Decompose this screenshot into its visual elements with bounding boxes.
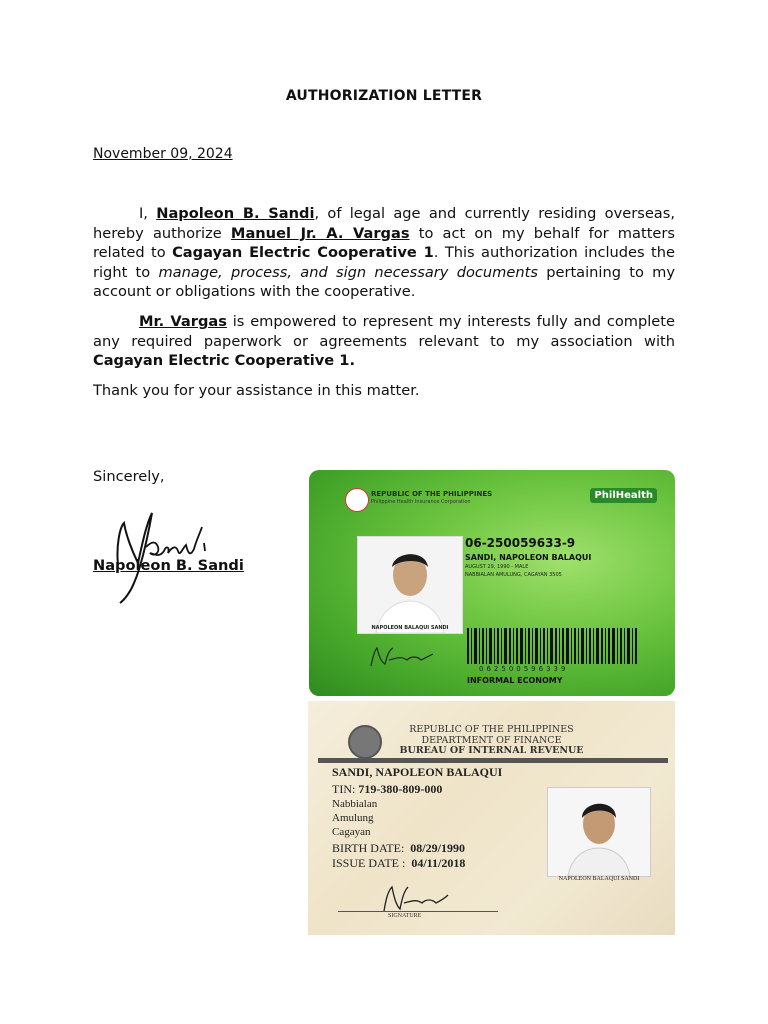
bir-tin: [332, 782, 442, 797]
bir-bureau-text: BUREAU OF INTERNAL REVENUE: [399, 745, 584, 756]
signatory-name: Napoleon B. Sandi: [93, 557, 244, 574]
philhealth-photo-caption: NAPOLEON BALAQUI SANDI: [371, 625, 449, 631]
p1-text-4: pertaining to my account or obligations with the cooperative.: [93, 263, 676, 301]
handwritten-signature: [108, 505, 218, 605]
philhealth-id-card: [309, 470, 675, 696]
philhealth-corp-text: Philippine Health Insurance Corporation: [371, 499, 471, 505]
bir-issue-value: 04/11/2018: [411, 856, 466, 870]
letter-body: [93, 204, 675, 410]
p1-text-2: to act on my behalf for matters related to: [93, 224, 675, 262]
bir-birth-date: [332, 841, 465, 856]
organization-name-2: Cagayan Electric Cooperative 1.: [93, 352, 355, 370]
authorization-scope: manage, process, and sign necessary documents: [158, 263, 538, 281]
philhealth-birth-sex: AUGUST 29, 1990 - MALE: [465, 564, 529, 570]
p1-text-1: , of legal age and currently residing overseas, hereby authorize: [93, 205, 675, 242]
philhealth-member-name: SANDI, NAPOLEON BALAQUI: [465, 553, 592, 562]
p1-lead: I,: [139, 205, 157, 222]
philhealth-id-number: 06-250059633-9: [465, 536, 576, 550]
closing: Sincerely,: [93, 468, 165, 485]
philhealth-signature: [367, 642, 437, 672]
p1-text-3: . This authorization includes the right to: [93, 244, 675, 281]
philhealth-logo: PhilHealth: [590, 488, 657, 503]
bir-name: SANDI, NAPOLEON BALAQUI: [332, 765, 503, 779]
person-photo-icon: [548, 788, 650, 876]
letter-title: AUTHORIZATION LETTER: [285, 88, 483, 104]
bir-birth-label: BIRTH DATE:: [332, 841, 405, 855]
bir-photo: [547, 787, 651, 877]
agent-short-name: Mr. Vargas: [139, 312, 227, 330]
bir-signature-line: [338, 911, 498, 912]
philhealth-photo: [357, 536, 463, 634]
barcode-icon: [467, 628, 637, 664]
bir-address-2: Amulung: [332, 812, 374, 824]
paragraph-1: [93, 204, 675, 302]
paragraph-2: [93, 312, 675, 371]
bir-department-text: DEPARTMENT OF FINANCE: [421, 735, 562, 746]
bir-tin-value: 719-380-809-000: [358, 782, 443, 796]
bir-signature-label: SIGNATURE: [388, 913, 422, 919]
bir-issue-label: ISSUE DATE :: [332, 856, 406, 870]
p2-text-1: is empowered to represent my interests fully and complete any required paperwork or agreements relevant to my association with: [93, 312, 675, 350]
bir-photo-caption: NAPOLEON BALAQUI SANDI: [558, 876, 640, 882]
organization-name: Cagayan Electric Cooperative 1: [172, 244, 434, 262]
bir-issue-date: [332, 856, 465, 871]
barcode-number: 062500596339: [479, 665, 569, 673]
bir-address-3: Cagayan: [332, 826, 371, 838]
bir-tin-card: [308, 701, 675, 935]
philhealth-category: INFORMAL ECONOMY: [467, 676, 563, 685]
agent-name: Manuel Jr. A. Vargas: [230, 224, 410, 242]
bir-header-rule: [318, 758, 668, 763]
philhealth-republic-text: REPUBLIC OF THE PHILIPPINES: [371, 490, 493, 498]
bir-address-1: Nabbialan: [332, 798, 378, 810]
bir-birth-value: 08/29/1990: [410, 841, 465, 855]
bir-tin-label: TIN:: [332, 782, 359, 796]
letter-date: November 09, 2024: [93, 146, 233, 162]
philippines-seal-icon: [345, 488, 369, 512]
person-photo-icon: [358, 537, 462, 633]
grantor-name: Napoleon B. Sandi: [156, 205, 315, 222]
paragraph-3: Thank you for your assistance in this matter.: [93, 381, 420, 399]
bir-republic-text: REPUBLIC OF THE PHILIPPINES: [409, 724, 574, 735]
philhealth-address: NABBIALAN AMULUNG, CAGAYAN 3505: [465, 572, 562, 578]
